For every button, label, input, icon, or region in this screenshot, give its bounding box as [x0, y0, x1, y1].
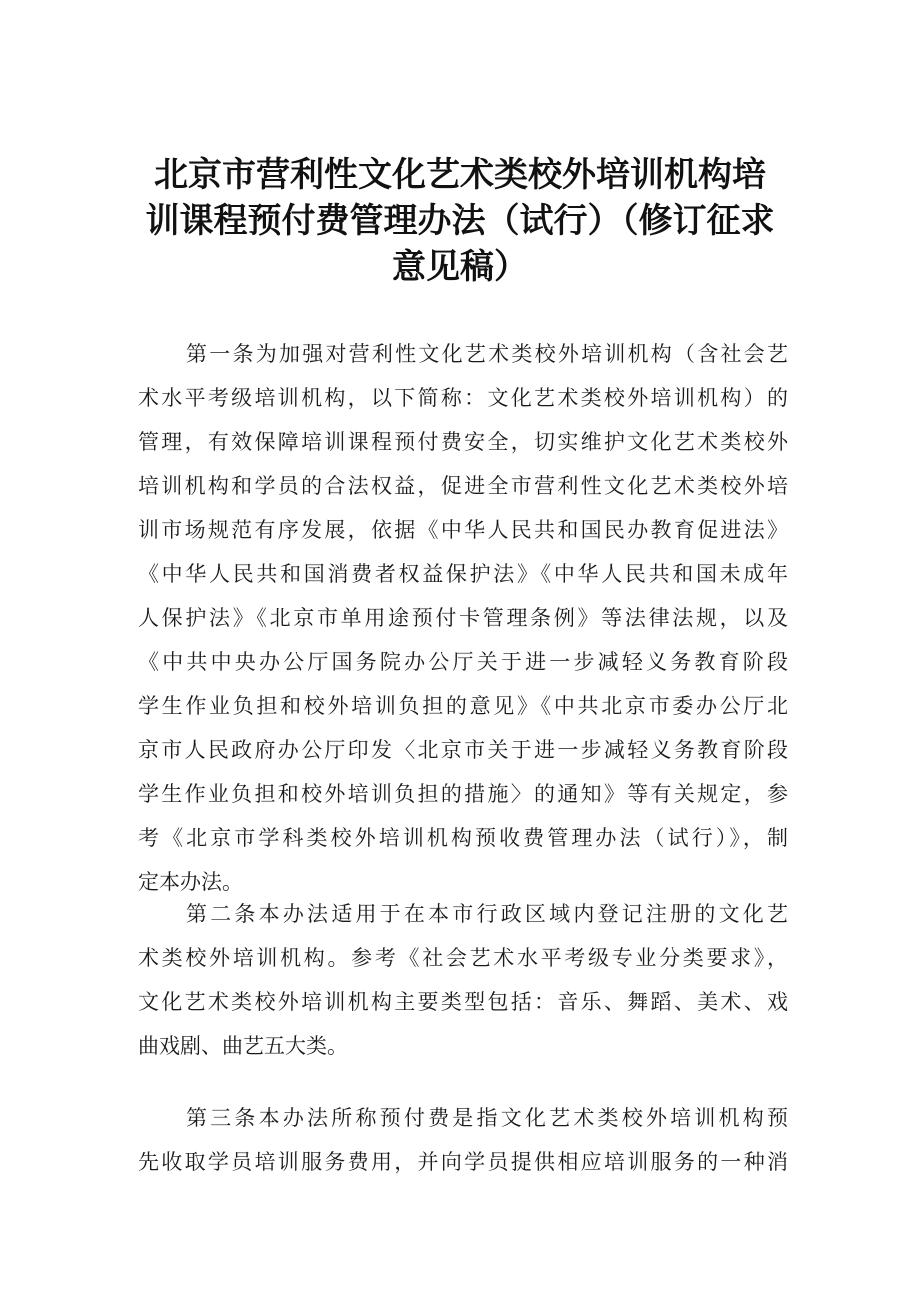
text-line: 先收取学员培训服务费用，并向学员提供相应培训服务的一种消 — [138, 1150, 788, 1174]
title-line: 意见稿） — [392, 247, 528, 287]
title-line: 训课程预付费管理办法（试行）（修订征求 — [145, 201, 775, 241]
text-line: 术水平考级培训机构，以下简称：文化艺术类校外培训机构）的 — [138, 386, 788, 410]
text-line: 训市场规范有序发展，依据《中华人民共和国民办教育促进法》 — [138, 518, 788, 542]
text-line: 第三条本办法所称预付费是指文化艺术类校外培训机构预 — [186, 1106, 788, 1130]
article-3 — [138, 1096, 788, 1184]
text-line: 人保护法》《北京市单用途预付卡管理条例》等法律法规，以及 — [138, 606, 788, 630]
text-line: 定本办法。 — [138, 870, 243, 894]
document-title — [120, 152, 800, 290]
article-1 — [138, 332, 788, 904]
text-line: 曲戏剧、曲艺五大类。 — [138, 1034, 348, 1058]
text-line: 文化艺术类校外培训机构主要类型包括：音乐、舞蹈、美术、戏 — [138, 990, 788, 1014]
text-line: 《中共中央办公厅国务院办公厅关于进一步减轻义务教育阶段 — [138, 650, 788, 674]
text-line: 京市人民政府办公厅印发〈北京市关于进一步减轻义务教育阶段 — [138, 738, 788, 762]
text-line: 第二条本办法适用于在本市行政区域内登记注册的文化艺 — [186, 902, 788, 926]
title-line: 北京市营利性文化艺术类校外培训机构培 — [154, 155, 766, 195]
article-2 — [138, 892, 788, 1068]
text-line: 考《北京市学科类校外培训机构预收费管理办法（试行）》，制 — [138, 826, 788, 850]
text-line: 学生作业负担和校外培训负担的措施〉的通知》等有关规定，参 — [138, 782, 788, 806]
text-line: 《中华人民共和国消费者权益保护法》《中华人民共和国未成年 — [138, 562, 788, 586]
text-line: 第一条为加强对营利性文化艺术类校外培训机构（含社会艺 — [186, 342, 788, 366]
text-line: 培训机构和学员的合法权益，促进全市营利性文化艺术类校外培 — [138, 474, 788, 498]
text-line: 术类校外培训机构。参考《社会艺术水平考级专业分类要求》， — [138, 946, 788, 970]
text-line: 管理，有效保障培训课程预付费安全，切实维护文化艺术类校外 — [138, 430, 788, 454]
text-line: 学生作业负担和校外培训负担的意见》《中共北京市委办公厅北 — [138, 694, 788, 718]
